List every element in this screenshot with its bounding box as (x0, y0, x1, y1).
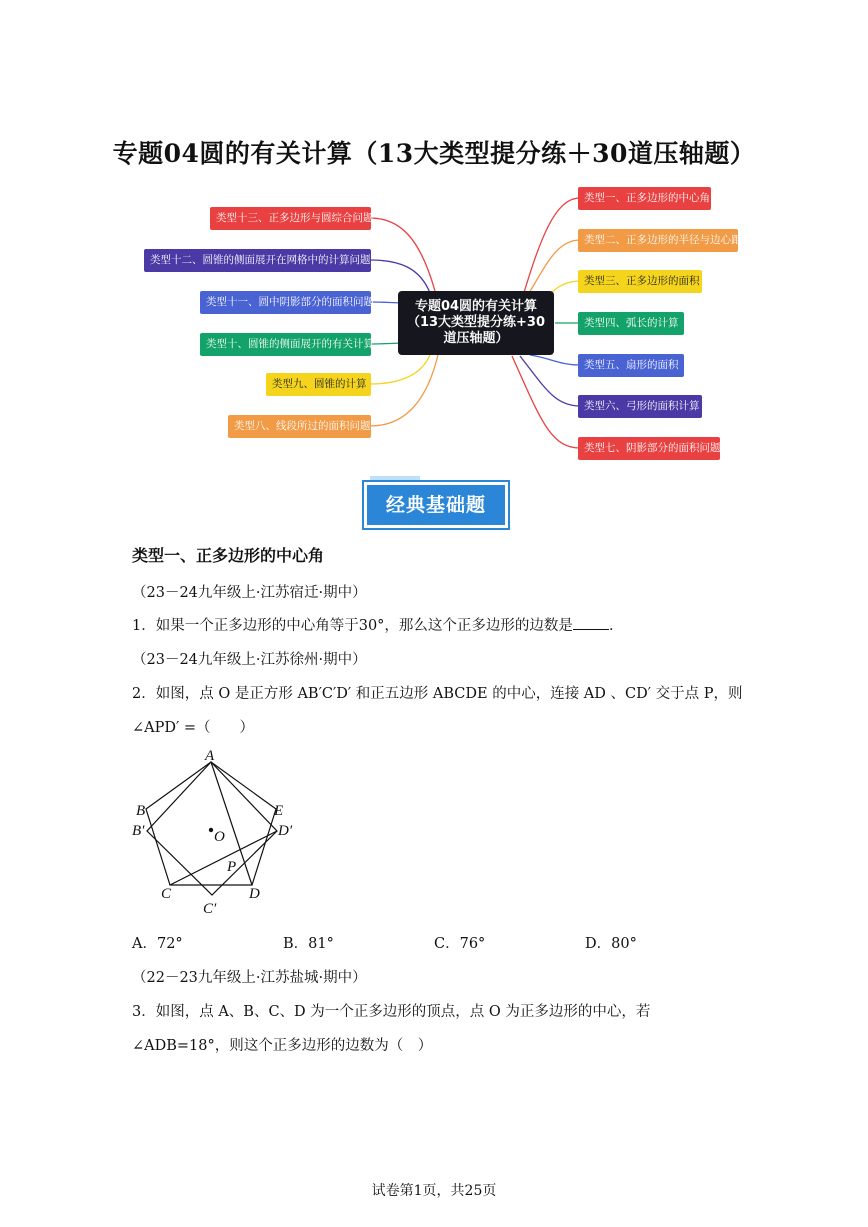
mind-map-node-l10: 类型十、圆锥的侧面展开的有关计算 (200, 333, 371, 356)
q3-line-2: ∠ADB=18°，则这个正多边形的边数为（ ） (132, 1038, 433, 1054)
center-point-O (209, 828, 213, 832)
q1-source: （23－24九年级上·江苏宿迁·期中） (132, 585, 367, 601)
section-badge (356, 476, 512, 528)
center-line-3: 道压轴题） (443, 331, 509, 346)
badge-label: 经典基础题 (364, 482, 508, 528)
mind-map-node-l8: 类型八、线段所过的面积问题 (228, 415, 371, 438)
label-P: P (227, 859, 237, 875)
mind-map-node-r2: 类型二、正多边形的半径与边心距 (578, 229, 738, 252)
mind-map-node-l12: 类型十二、圆锥的侧面展开在网格中的计算问题 (144, 249, 371, 272)
mind-map-node-r4: 类型四、弧长的计算 (578, 312, 684, 335)
center-line-2: （13大类型提分练+30 (406, 315, 546, 330)
mind-map-node-r3: 类型三、正多边形的面积 (578, 270, 702, 293)
mind-map-node-l13: 类型十三、正多边形与圆综合问题 (210, 207, 371, 230)
mind-map-node-l9: 类型九、圆锥的计算 (266, 373, 371, 396)
label-B-prime: B′ (132, 823, 145, 839)
page-title: 专题04圆的有关计算（13大类型提分练＋30道压轴题） (112, 139, 756, 168)
mind-map-center (398, 291, 554, 355)
q2-option-c[interactable]: C．76° (434, 936, 486, 952)
q3-line-1: 3．如图，点 A、B、C、D 为一个正多边形的顶点，点 O 为正多边形的中心，若 (132, 1004, 651, 1020)
pentagon-square-diagram (128, 748, 308, 918)
label-A: A (205, 748, 215, 764)
mind-map-node-r7: 类型七、阴影部分的面积问题 (578, 437, 720, 460)
q1-text (132, 614, 623, 635)
section-heading: 类型一、正多边形的中心角 (132, 546, 325, 565)
label-B: B (136, 803, 146, 819)
q2-line-1: 2．如图，点 O 是正方形 AB′C′D′ 和正五边形 ABCDE 的中心，连接 AD 、CD′ 交于点 P，则 (132, 686, 743, 702)
q2-option-b[interactable]: B．81° (283, 936, 334, 952)
q1-text-a: 1．如果一个正多边形的中心角等于30°，那么这个正多边形的边数是 (132, 618, 573, 634)
mind-map-node-l11: 类型十一、圆中阴影部分的面积问题 (200, 291, 371, 314)
mind-map-node-r5: 类型五、扇形的面积 (578, 354, 684, 377)
mind-map-node-r6: 类型六、弓形的面积计算 (578, 395, 702, 418)
mind-map (0, 178, 868, 470)
q2-source: （23－24九年级上·江苏徐州·期中） (132, 652, 367, 668)
label-C-prime: C′ (203, 901, 217, 917)
mind-map-node-r1: 类型一、正多边形的中心角 (578, 187, 711, 210)
q2-option-d[interactable]: D．80° (585, 936, 637, 952)
q2-line-2: ∠APD′ =（ ） (132, 720, 255, 736)
q1-answer-blank[interactable] (573, 614, 609, 630)
center-line-1: 专题04圆的有关计算 (414, 299, 538, 314)
q2-option-a[interactable]: A．72° (132, 936, 183, 952)
page-footer: 试卷第1页，共25页 (371, 1183, 497, 1199)
q2-figure (128, 748, 308, 918)
label-O: O (214, 829, 225, 845)
label-D-prime: D′ (278, 823, 293, 839)
label-E: E (274, 803, 284, 819)
q3-source: （22－23九年级上·江苏盐城·期中） (132, 970, 367, 986)
label-D: D (249, 886, 260, 902)
label-C: C (161, 886, 172, 902)
q1-text-b: ． (608, 618, 624, 634)
